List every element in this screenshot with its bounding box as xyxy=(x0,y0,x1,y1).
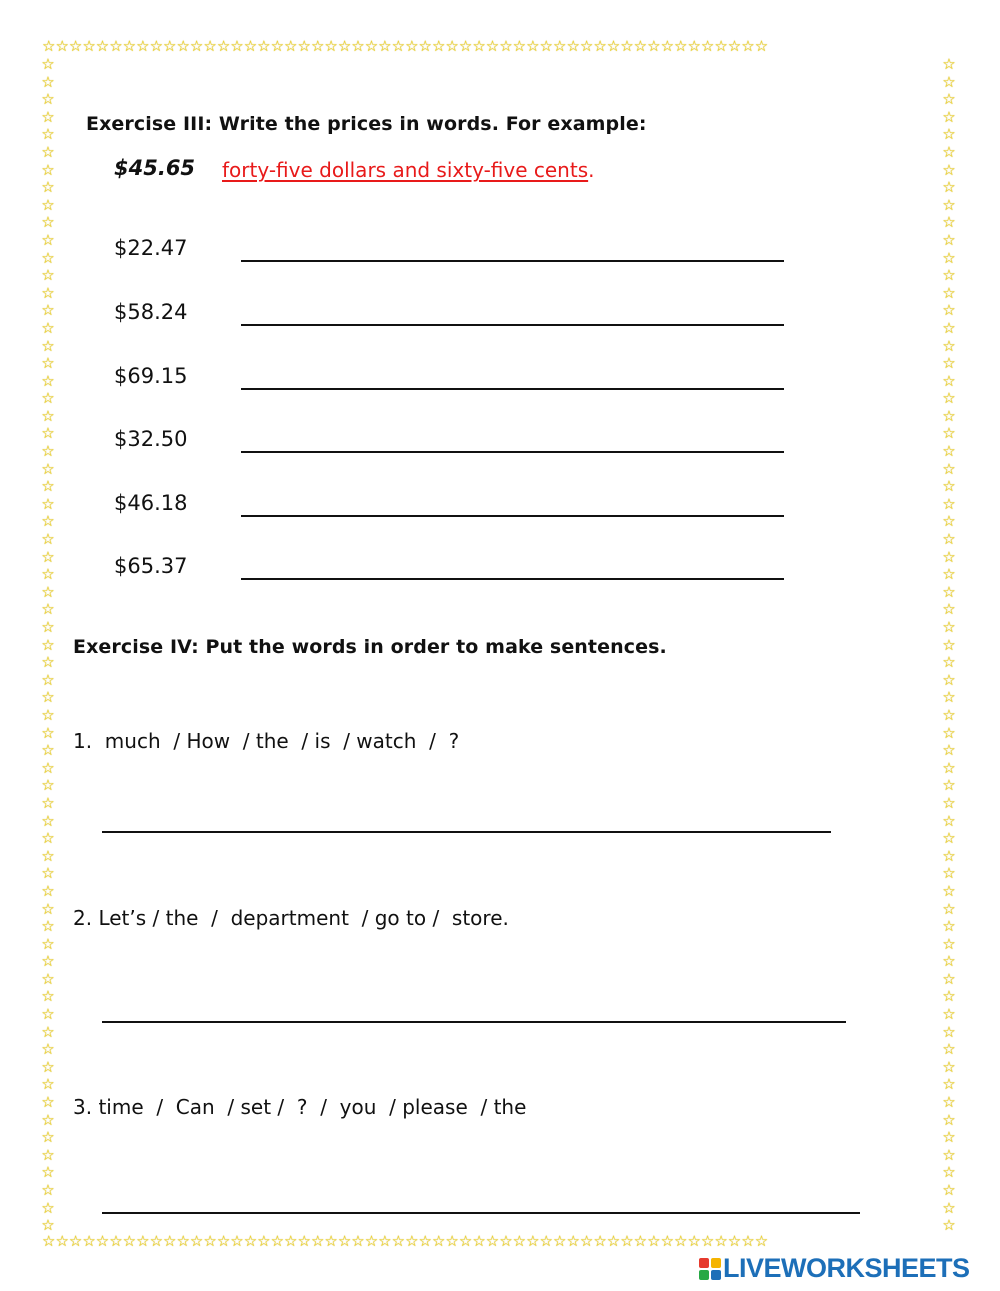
example-words-text: forty-five dollars and sixty-five cents xyxy=(222,158,589,182)
exercise-3-title: Exercise III: Write the prices in words. For example: xyxy=(86,113,647,135)
price-label: $69.15 xyxy=(114,364,188,388)
answer-line[interactable] xyxy=(241,578,784,580)
star-border-left: ☆ ☆ ☆ ☆ ☆ ☆ ☆ ☆ ☆ ☆ ☆ ☆ ☆ ☆ ☆ ☆ ☆ ☆ ☆ ☆ ☆ ☆ ☆ ☆ ☆ ☆ ☆ ☆ ☆ ☆ ☆ ☆ ☆ ☆ ☆ ☆ ☆ ☆ ☆ ☆ ☆ ☆ ☆ ☆ ☆ ☆ ☆ ☆ ☆ ☆ ☆ ☆ ☆ ☆ ☆ ☆ ☆ ☆ ☆ ☆ ☆ ☆ ☆ ☆ ☆ ☆ ☆ xyxy=(41,56,55,1234)
logo-mark-icon xyxy=(699,1258,721,1280)
star-border-right: ☆ ☆ ☆ ☆ ☆ ☆ ☆ ☆ ☆ ☆ ☆ ☆ ☆ ☆ ☆ ☆ ☆ ☆ ☆ ☆ ☆ ☆ ☆ ☆ ☆ ☆ ☆ ☆ ☆ ☆ ☆ ☆ ☆ ☆ ☆ ☆ ☆ ☆ ☆ ☆ ☆ ☆ ☆ ☆ ☆ ☆ ☆ ☆ ☆ ☆ ☆ ☆ ☆ ☆ ☆ ☆ ☆ ☆ ☆ ☆ ☆ ☆ ☆ ☆ ☆ ☆ ☆ xyxy=(942,56,956,1234)
exercise-4-title: Exercise IV: Put the words in order to make sentences. xyxy=(73,636,667,658)
example-price: $45.65 xyxy=(114,156,196,180)
liveworksheets-logo[interactable] xyxy=(699,1253,994,1285)
price-label: $46.18 xyxy=(114,491,188,515)
logo-text: LIVEWORKSHEETS xyxy=(723,1253,970,1283)
answer-line[interactable] xyxy=(241,260,784,262)
price-label: $32.50 xyxy=(114,427,188,451)
price-row xyxy=(114,491,794,525)
answer-line[interactable] xyxy=(241,515,784,517)
example-words xyxy=(222,158,594,182)
scrambled-sentence-1: 1. much / How / the / is / watch / ? xyxy=(73,729,460,753)
scrambled-sentence-2: 2. Let’s / the / department / go to / store. xyxy=(73,906,509,930)
answer-line[interactable] xyxy=(241,388,784,390)
price-row xyxy=(114,364,794,398)
example-words-period: . xyxy=(588,158,595,182)
sentence-answer-line-2[interactable] xyxy=(102,1021,846,1023)
scrambled-sentence-3: 3. time / Can / set / ? / you / please / the xyxy=(73,1095,527,1119)
sentence-answer-line-3[interactable] xyxy=(102,1212,860,1214)
answer-line[interactable] xyxy=(241,324,784,326)
star-border-top: ☆☆☆☆☆☆☆☆☆☆☆☆☆☆☆☆☆☆☆☆☆☆☆☆☆☆☆☆☆☆☆☆☆☆☆☆☆☆☆☆☆☆☆☆☆☆☆☆☆☆☆☆☆☆ xyxy=(42,38,769,55)
price-row xyxy=(114,300,794,334)
star-border-bottom: ☆☆☆☆☆☆☆☆☆☆☆☆☆☆☆☆☆☆☆☆☆☆☆☆☆☆☆☆☆☆☆☆☆☆☆☆☆☆☆☆☆☆☆☆☆☆☆☆☆☆☆☆☆☆ xyxy=(42,1233,769,1250)
answer-line[interactable] xyxy=(241,451,784,453)
price-label: $58.24 xyxy=(114,300,188,324)
price-row xyxy=(114,554,794,588)
sentence-answer-line-1[interactable] xyxy=(102,831,831,833)
price-label: $65.37 xyxy=(114,554,188,578)
price-row xyxy=(114,236,794,270)
price-label: $22.47 xyxy=(114,236,188,260)
price-row xyxy=(114,427,794,461)
